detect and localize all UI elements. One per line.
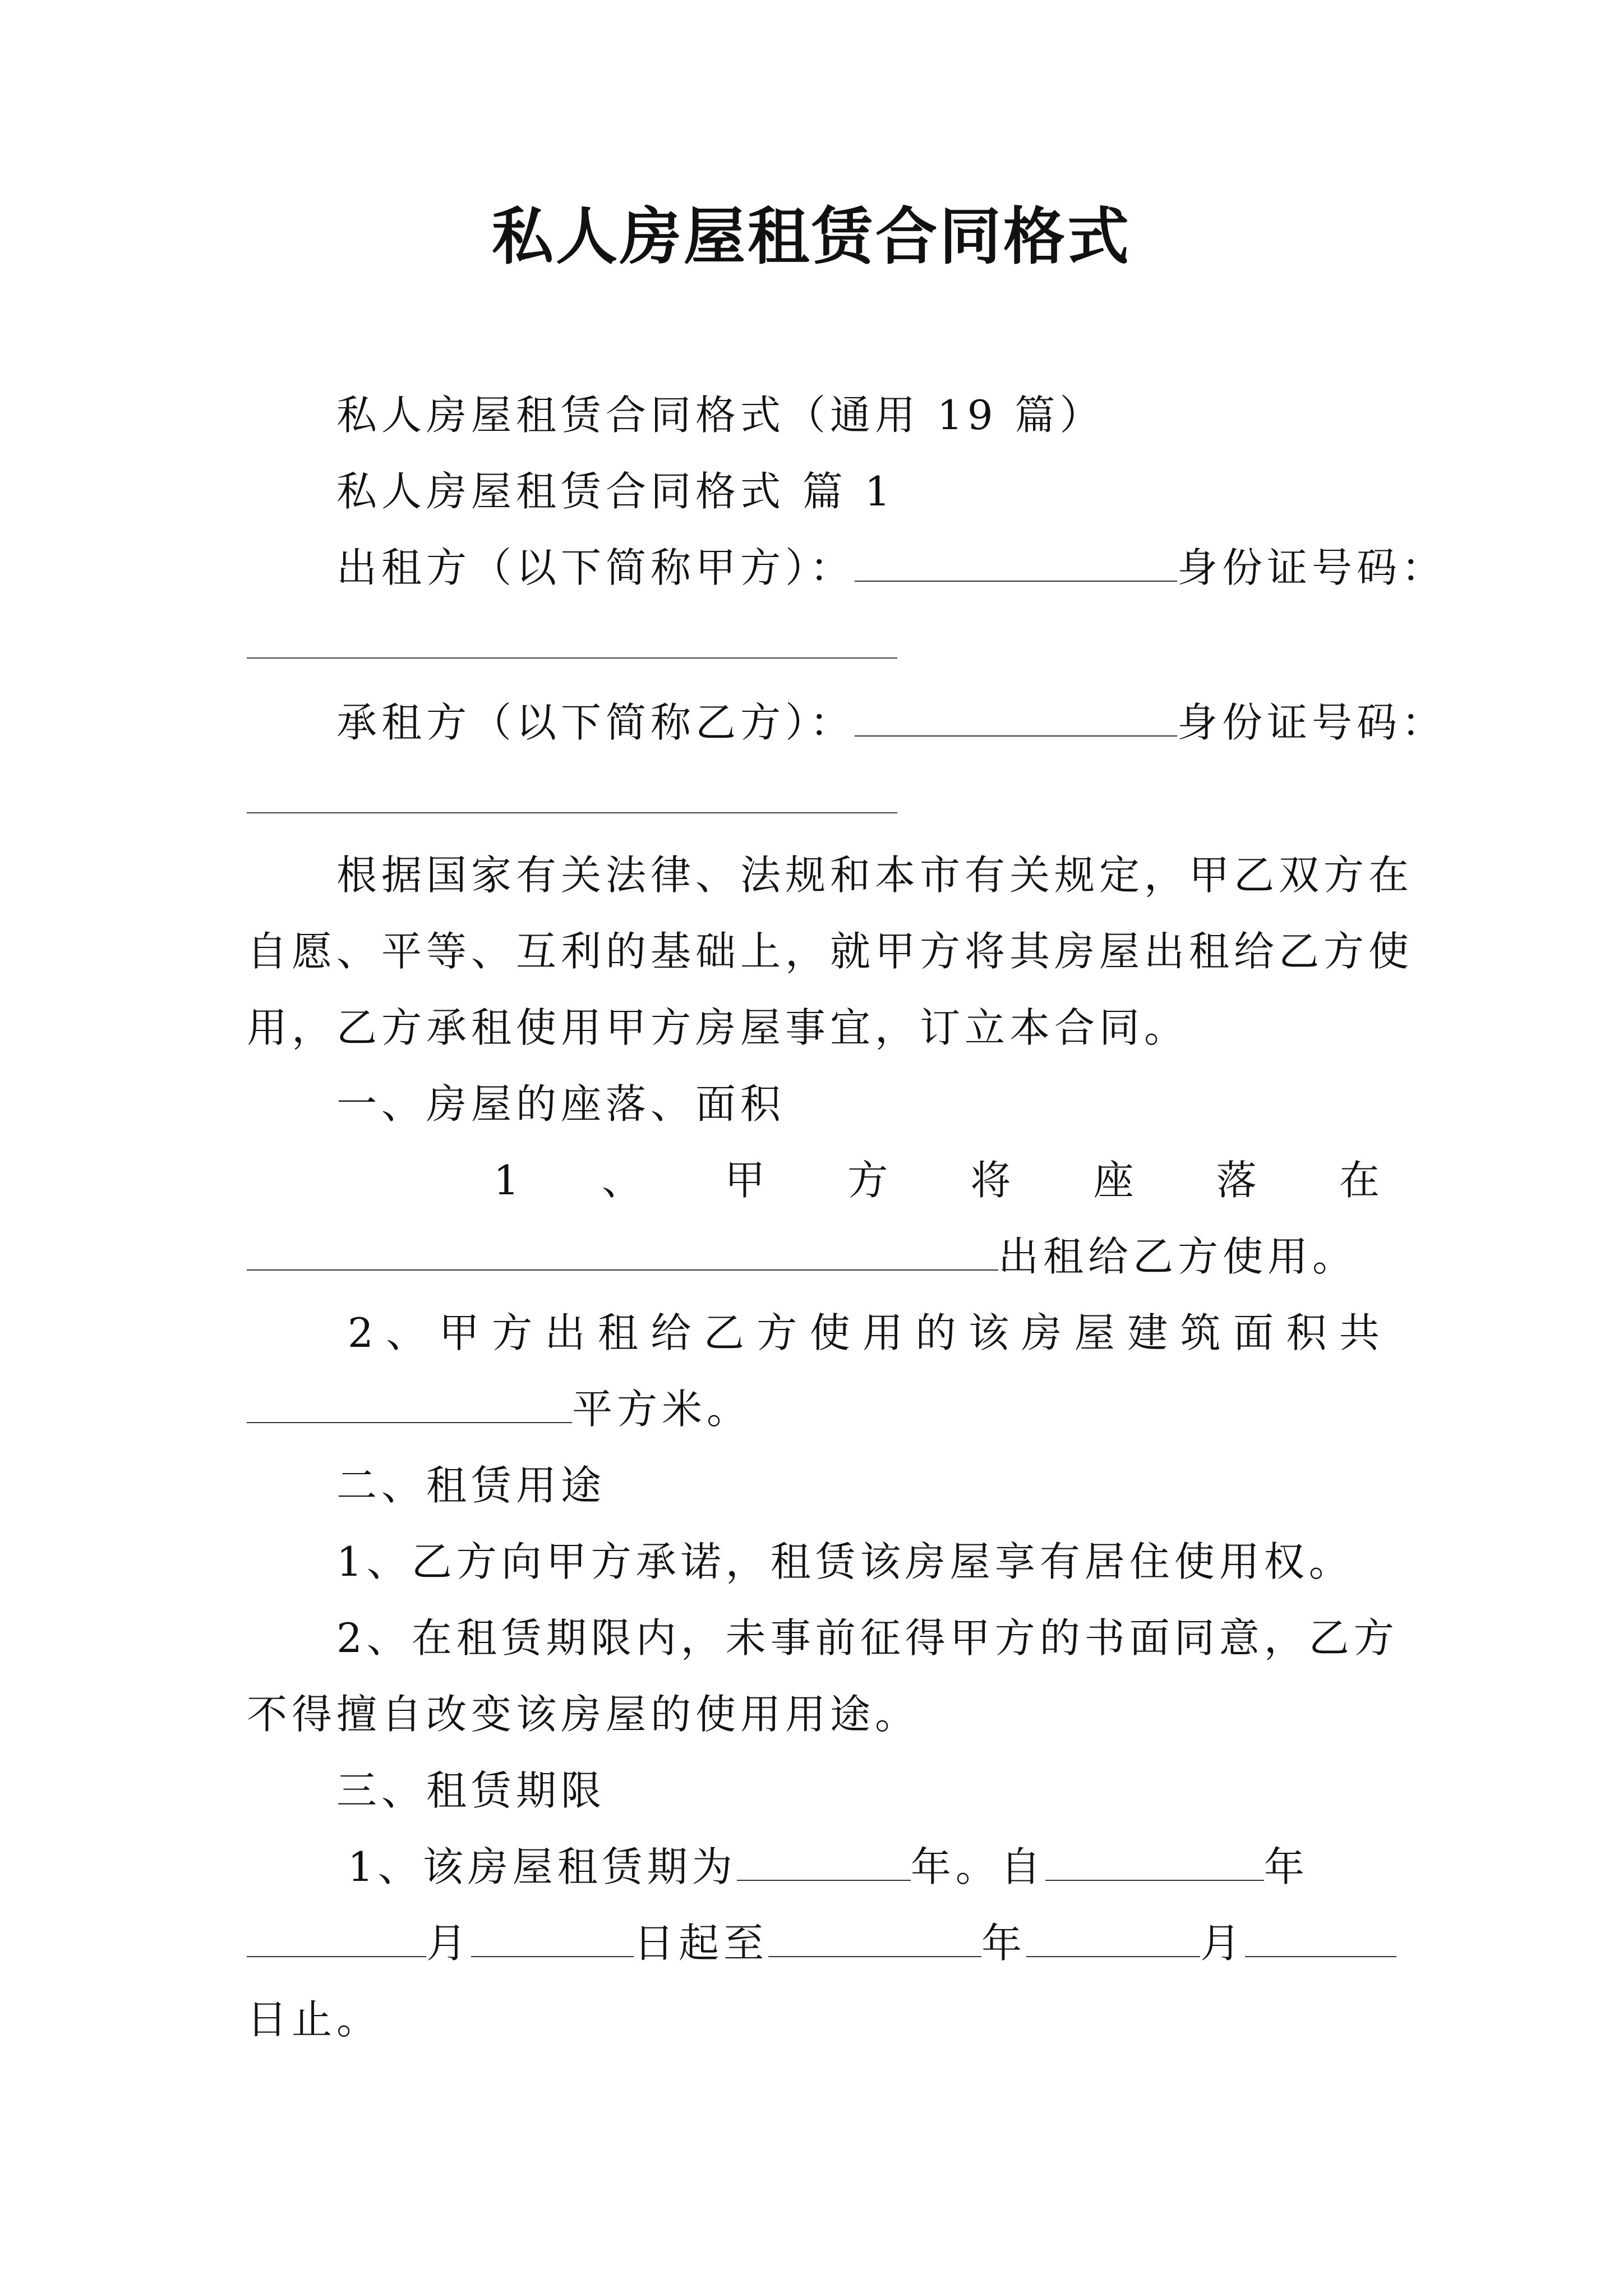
month-label: 月 (1200, 1920, 1246, 1967)
justified-char: 使 (809, 1309, 850, 1356)
section1-item2-tail: 平方米。 (572, 1386, 752, 1433)
justified-char: 面 (1233, 1309, 1274, 1356)
section3-item1-line2 (247, 1915, 1396, 1971)
section1-item1-tail-line (247, 1228, 1357, 1285)
from-label: 。自 (955, 1843, 1045, 1890)
document-title: 私人房屋租赁合同格式 (492, 200, 1131, 273)
lessee-id-blank[interactable] (247, 812, 897, 813)
year-label: 年 (910, 1843, 956, 1890)
end-month-blank[interactable] (1026, 1917, 1200, 1957)
section2-item1: 1、乙方向甲方承诺，租赁该房屋享有居住使用权。 (336, 1538, 1354, 1585)
section2-item2-line1: 2、在租赁期限内，未事前征得甲方的书面同意，乙方 (336, 1614, 1399, 1662)
preamble-line-2: 自愿、平等、互利的基础上，就甲方将其房屋出租给乙方使 (247, 928, 1414, 975)
lease-term-label: 1、该房屋租赁期为 (348, 1843, 737, 1890)
floor-area-blank[interactable] (247, 1383, 572, 1423)
justified-char: 甲 (439, 1309, 479, 1356)
justified-char: 在 (1339, 1157, 1380, 1204)
month-label: 月 (426, 1920, 472, 1967)
document-subtitle: 私人房屋租赁合同格式（通用 19 篇） (336, 392, 1105, 439)
lessee-name-blank[interactable] (855, 696, 1177, 737)
section2-item2-line2: 不得擅自改变该房屋的使用用途。 (247, 1691, 920, 1738)
year-label: 年 (1264, 1843, 1309, 1890)
property-address-blank[interactable] (247, 1230, 998, 1271)
justified-char: 共 (1339, 1309, 1380, 1356)
justified-char: 出 (545, 1309, 585, 1356)
justified-char: 、 (601, 1157, 642, 1204)
year-label: 年 (981, 1920, 1027, 1967)
lessee-line (336, 694, 1446, 751)
justified-char: 方 (847, 1157, 888, 1204)
section1-item2-tail-line (247, 1381, 751, 1437)
preamble-line-1: 根据国家有关法律、法规和本市有关规定，甲乙双方在 (336, 852, 1414, 899)
section1-heading: 一、房屋的座落、面积 (336, 1080, 786, 1128)
lessor-label: 出租方（以下简称甲方）： (336, 544, 855, 591)
section1-item1-line (494, 1152, 1380, 1208)
section3-item1-line1 (348, 1839, 1309, 1895)
justified-char: 屋 (1074, 1309, 1115, 1356)
article-heading: 私人房屋租赁合同格式 篇 1 (336, 468, 895, 515)
justified-char: 甲 (725, 1157, 766, 1204)
justified-char: 租 (597, 1309, 638, 1356)
start-day-blank[interactable] (471, 1917, 634, 1957)
lessor-name-blank[interactable] (855, 541, 1177, 582)
justified-char: 用 (863, 1309, 903, 1356)
justified-char: 该 (968, 1309, 1009, 1356)
start-year-blank[interactable] (1045, 1841, 1264, 1881)
justified-char: 座 (1093, 1157, 1134, 1204)
lessee-id-label: 身份证号码： (1177, 699, 1447, 746)
justified-char: 建 (1127, 1309, 1168, 1356)
justified-char: 筑 (1180, 1309, 1221, 1356)
justified-char: 方 (492, 1309, 533, 1356)
section3-heading: 三、租赁期限 (336, 1767, 606, 1814)
justified-char: 的 (915, 1309, 956, 1356)
day-from-to-label: 日起至 (634, 1920, 769, 1967)
lease-term-years-blank[interactable] (737, 1841, 911, 1881)
section1-item1-tail: 出租给乙方使用。 (998, 1233, 1358, 1280)
section3-item1-line3: 日止。 (247, 1996, 382, 2043)
lessee-label: 承租方（以下简称乙方）： (336, 699, 855, 746)
lessor-id-blank[interactable] (247, 657, 897, 659)
justified-char: 将 (970, 1157, 1011, 1204)
end-year-blank[interactable] (768, 1917, 981, 1957)
justified-char: 2 (348, 1309, 374, 1356)
justified-char: 房 (1021, 1309, 1062, 1356)
justified-char: 乙 (703, 1309, 744, 1356)
end-day-blank[interactable] (1245, 1917, 1396, 1957)
justified-char: 积 (1286, 1309, 1327, 1356)
justified-char: 、 (386, 1309, 427, 1356)
justified-char: 方 (757, 1309, 797, 1356)
justified-char: 落 (1216, 1157, 1257, 1204)
preamble-line-3: 用，乙方承租使用甲方房屋事宜，订立本合同。 (247, 1004, 1189, 1051)
section2-heading: 二、租赁用途 (336, 1462, 606, 1509)
start-month-blank[interactable] (247, 1917, 426, 1957)
section1-item2-line (348, 1305, 1380, 1361)
lessor-line (336, 540, 1446, 596)
justified-char: 给 (651, 1309, 691, 1356)
justified-char: 1 (494, 1157, 519, 1204)
lessor-id-label: 身份证号码： (1177, 544, 1447, 591)
